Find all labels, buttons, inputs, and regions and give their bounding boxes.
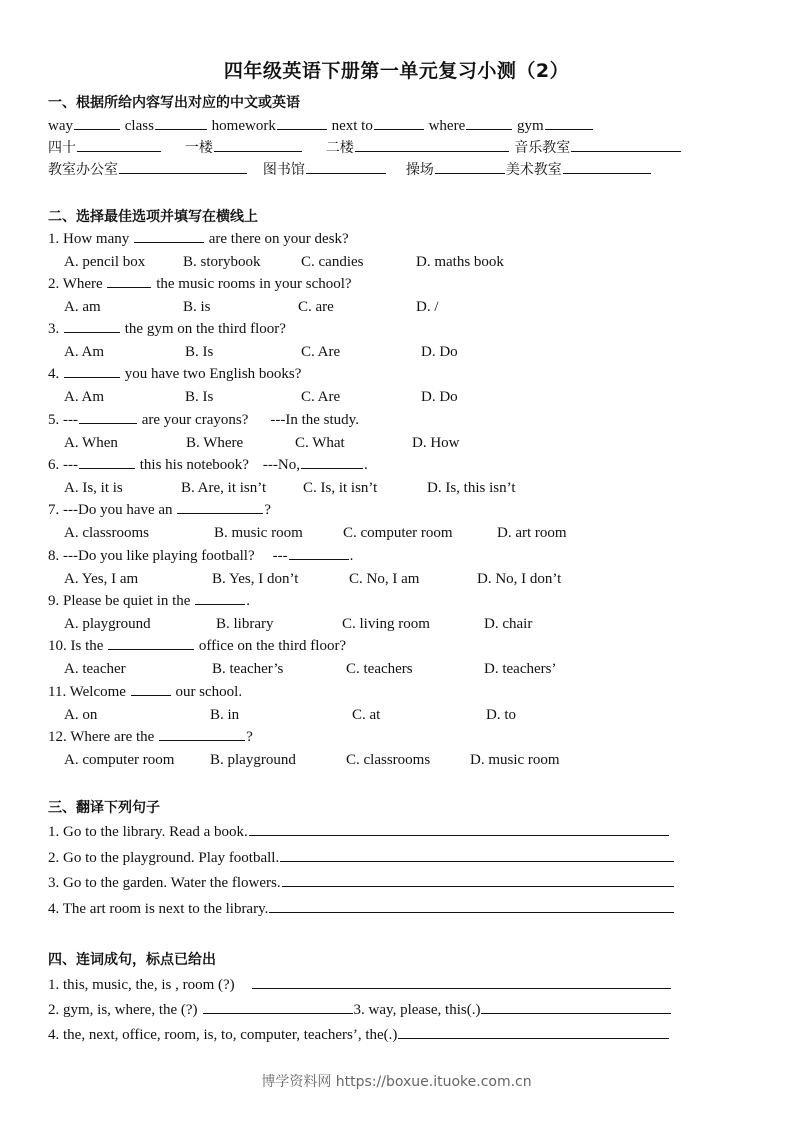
answer-blank[interactable] bbox=[355, 138, 509, 152]
option-d[interactable]: D. to bbox=[486, 707, 516, 723]
question-text: this his notebook? bbox=[139, 457, 249, 473]
question-7 bbox=[48, 500, 271, 520]
question-text: 1. How many bbox=[48, 231, 130, 247]
option-b[interactable]: B. in bbox=[210, 707, 240, 723]
vocab-word: 美术教室 bbox=[505, 162, 562, 178]
sentence-text: 3. Go to the garden. Water the flowers. bbox=[48, 875, 281, 891]
option-b[interactable]: B. storybook bbox=[183, 254, 261, 270]
question-text: 6. --- bbox=[48, 457, 78, 473]
option-a[interactable]: A. Is, it is bbox=[64, 480, 123, 496]
vocab-word: 四十 bbox=[48, 140, 76, 156]
vocab-row-1 bbox=[48, 116, 594, 136]
answer-blank[interactable] bbox=[252, 975, 671, 989]
answer-blank[interactable] bbox=[481, 1000, 671, 1014]
sentence-text: 4. The art room is next to the library. bbox=[48, 901, 269, 917]
translation-item-1 bbox=[48, 822, 670, 842]
option-a[interactable]: A. pencil box bbox=[64, 254, 146, 270]
translation-item-2 bbox=[48, 848, 675, 868]
option-b[interactable]: B. Yes, I don’t bbox=[212, 571, 299, 587]
answer-blank[interactable] bbox=[301, 455, 363, 469]
option-b[interactable]: B. Are, it isn’t bbox=[181, 480, 267, 496]
vocab-word: where bbox=[428, 118, 466, 134]
question-text: office on the third floor? bbox=[198, 638, 347, 654]
section3-heading: 三、翻译下列句子 bbox=[48, 800, 160, 816]
option-b[interactable]: B. Is bbox=[185, 389, 214, 405]
option-a[interactable]: A. on bbox=[64, 707, 98, 723]
vocab-word: 音乐教室 bbox=[514, 140, 571, 156]
answer-blank[interactable] bbox=[214, 138, 302, 152]
question-11 bbox=[48, 682, 242, 702]
option-d[interactable]: D. chair bbox=[484, 616, 533, 632]
footer-watermark: 博学资料网 https://boxue.ituoke.com.cn bbox=[261, 1074, 532, 1090]
answer-blank[interactable] bbox=[277, 116, 327, 130]
question-text: are there on your desk? bbox=[208, 231, 349, 247]
answer-blank[interactable] bbox=[289, 546, 349, 560]
section2-heading: 二、选择最佳选项并填写在横线上 bbox=[48, 209, 258, 225]
option-b[interactable]: B. playground bbox=[210, 752, 296, 768]
answer-blank[interactable] bbox=[79, 410, 137, 424]
option-d[interactable]: D. teachers’ bbox=[484, 661, 557, 677]
option-d[interactable]: D. art room bbox=[497, 525, 567, 541]
answer-blank[interactable] bbox=[177, 500, 263, 514]
option-d[interactable]: D. / bbox=[416, 299, 439, 315]
vocab-word: 一楼 bbox=[184, 140, 213, 156]
question-text: the music rooms in your school? bbox=[156, 276, 352, 292]
question-text: 8. ---Do you like playing football? bbox=[48, 548, 255, 564]
vocab-word: way bbox=[48, 118, 73, 134]
answer-blank[interactable] bbox=[571, 138, 681, 152]
answer-blank[interactable] bbox=[203, 1000, 353, 1014]
option-c[interactable]: C. are bbox=[298, 299, 334, 315]
option-c[interactable]: C. Are bbox=[301, 389, 341, 405]
answer-blank[interactable] bbox=[64, 364, 120, 378]
sentence-text: 1. Go to the library. Read a book. bbox=[48, 824, 248, 840]
section1-heading: 一、根据所给内容写出对应的中文或英语 bbox=[48, 95, 300, 111]
question-text: 3. bbox=[48, 321, 60, 337]
question-4 bbox=[48, 364, 301, 384]
option-c[interactable]: C. teachers bbox=[346, 661, 413, 677]
reorder-item-1 bbox=[48, 975, 672, 995]
option-d[interactable]: D. Do bbox=[421, 389, 458, 405]
option-a[interactable]: A. Am bbox=[64, 344, 105, 360]
vocab-word: 操场 bbox=[405, 162, 434, 178]
answer-blank[interactable] bbox=[269, 899, 674, 913]
vocab-word: 教室办公室 bbox=[48, 162, 118, 178]
option-a[interactable]: A. Yes, I am bbox=[64, 571, 139, 587]
answer-blank[interactable] bbox=[108, 636, 194, 650]
punctuation: . bbox=[349, 548, 354, 564]
question-text: 12. Where are the bbox=[48, 729, 155, 745]
answer-blank[interactable] bbox=[563, 160, 651, 174]
answer-blank[interactable] bbox=[374, 116, 424, 130]
option-c[interactable]: C. classrooms bbox=[346, 752, 431, 768]
option-c[interactable]: C. candies bbox=[301, 254, 364, 270]
vocab-row-3 bbox=[48, 160, 652, 180]
answer-blank[interactable] bbox=[107, 274, 151, 288]
sentence-text: 3. way, please, this(.) bbox=[353, 1002, 481, 1018]
question-10 bbox=[48, 636, 346, 656]
answer-text: ---In the study. bbox=[270, 412, 359, 428]
answer-text: ---No, bbox=[262, 457, 300, 473]
answer-blank[interactable] bbox=[466, 116, 512, 130]
vocab-word: gym bbox=[516, 118, 544, 134]
option-a[interactable]: A. am bbox=[64, 299, 101, 315]
sentence-text: 2. gym, is, where, the (?) bbox=[48, 1002, 198, 1018]
answer-blank[interactable] bbox=[74, 116, 120, 130]
option-b[interactable]: B. Is bbox=[185, 344, 214, 360]
vocab-word: 二楼 bbox=[325, 140, 354, 156]
answer-blank[interactable] bbox=[282, 873, 674, 887]
question-text: ? bbox=[246, 729, 253, 745]
option-a[interactable]: A. classrooms bbox=[64, 525, 149, 541]
option-d[interactable]: D. music room bbox=[470, 752, 560, 768]
question-2 bbox=[48, 274, 352, 294]
option-a[interactable]: A. playground bbox=[64, 616, 151, 632]
option-b[interactable]: B. teacher’s bbox=[212, 661, 284, 677]
option-c[interactable]: C. No, I am bbox=[349, 571, 420, 587]
vocab-row-2 bbox=[48, 138, 682, 158]
question-text: 11. Welcome bbox=[48, 684, 126, 700]
question-12 bbox=[48, 727, 253, 747]
question-5 bbox=[48, 410, 359, 430]
translation-item-4 bbox=[48, 899, 675, 919]
question-text: the gym on the third floor? bbox=[124, 321, 286, 337]
vocab-word: next to bbox=[331, 118, 373, 134]
sentence-text: 4. the, next, office, room, is, to, computer, teachers’, the(.) bbox=[48, 1027, 398, 1043]
answer-blank[interactable] bbox=[306, 160, 386, 174]
option-c[interactable]: C. What bbox=[295, 435, 345, 451]
question-text: 10. Is the bbox=[48, 638, 104, 654]
punctuation: . bbox=[246, 593, 250, 609]
question-text: ? bbox=[264, 502, 271, 518]
question-text: 7. ---Do you have an bbox=[48, 502, 173, 518]
question-3 bbox=[48, 319, 286, 339]
answer-blank[interactable] bbox=[134, 229, 204, 243]
question-8 bbox=[48, 546, 353, 566]
page-title: 四年级英语下册第一单元复习小测（2） bbox=[223, 60, 570, 82]
option-b[interactable]: B. music room bbox=[214, 525, 303, 541]
option-b[interactable]: B. is bbox=[183, 299, 211, 315]
option-c[interactable]: C. computer room bbox=[343, 525, 453, 541]
reorder-item-4 bbox=[48, 1025, 670, 1045]
option-c[interactable]: C. Is, it isn’t bbox=[303, 480, 378, 496]
option-d[interactable]: D. maths book bbox=[416, 254, 504, 270]
question-1 bbox=[48, 229, 349, 249]
question-text: you have two English books? bbox=[124, 366, 302, 382]
question-6 bbox=[48, 455, 368, 475]
answer-blank[interactable] bbox=[249, 822, 669, 836]
option-a[interactable]: A. computer room bbox=[64, 752, 175, 768]
option-c[interactable]: C. at bbox=[352, 707, 381, 723]
option-a[interactable]: A. Am bbox=[64, 389, 105, 405]
answer-blank[interactable] bbox=[159, 727, 245, 741]
question-text: 2. Where bbox=[48, 276, 103, 292]
question-text: our school. bbox=[175, 684, 243, 700]
option-b[interactable]: B. library bbox=[216, 616, 274, 632]
answer-blank[interactable] bbox=[64, 319, 120, 333]
reorder-item-2-3 bbox=[48, 1000, 672, 1020]
answer-blank[interactable] bbox=[435, 160, 505, 174]
translation-item-3 bbox=[48, 873, 675, 893]
sentence-text: 2. Go to the playground. Play football. bbox=[48, 850, 280, 866]
option-a[interactable]: A. When bbox=[64, 435, 118, 451]
answer-blank[interactable] bbox=[131, 682, 171, 696]
question-text: are your crayons? bbox=[141, 412, 249, 428]
option-b[interactable]: B. Where bbox=[186, 435, 244, 451]
answer-text: --- bbox=[272, 548, 288, 564]
option-d[interactable]: D. Is, this isn’t bbox=[427, 480, 516, 496]
option-d[interactable]: D. How bbox=[412, 435, 460, 451]
vocab-word: homework bbox=[211, 118, 276, 134]
option-d[interactable]: D. No, I don’t bbox=[477, 571, 562, 587]
punctuation: . bbox=[364, 457, 368, 473]
question-9 bbox=[48, 591, 250, 611]
option-c[interactable]: C. living room bbox=[342, 616, 430, 632]
answer-blank[interactable] bbox=[79, 455, 135, 469]
answer-blank[interactable] bbox=[77, 138, 161, 152]
section4-heading: 四、连词成句，标点已给出 bbox=[48, 952, 216, 968]
answer-blank[interactable] bbox=[280, 848, 674, 862]
option-d[interactable]: D. Do bbox=[421, 344, 458, 360]
question-text: 5. --- bbox=[48, 412, 78, 428]
vocab-word: 图书馆 bbox=[262, 162, 305, 178]
sentence-text: 1. this, music, the, is , room (?) bbox=[48, 977, 235, 993]
answer-blank[interactable] bbox=[545, 116, 593, 130]
option-c[interactable]: C. Are bbox=[301, 344, 341, 360]
answer-blank[interactable] bbox=[398, 1025, 669, 1039]
option-a[interactable]: A. teacher bbox=[64, 661, 126, 677]
answer-blank[interactable] bbox=[155, 116, 207, 130]
vocab-word: class bbox=[124, 118, 154, 134]
answer-blank[interactable] bbox=[119, 160, 247, 174]
question-text: 9. Please be quiet in the bbox=[48, 593, 191, 609]
question-text: 4. bbox=[48, 366, 60, 382]
answer-blank[interactable] bbox=[195, 591, 245, 605]
